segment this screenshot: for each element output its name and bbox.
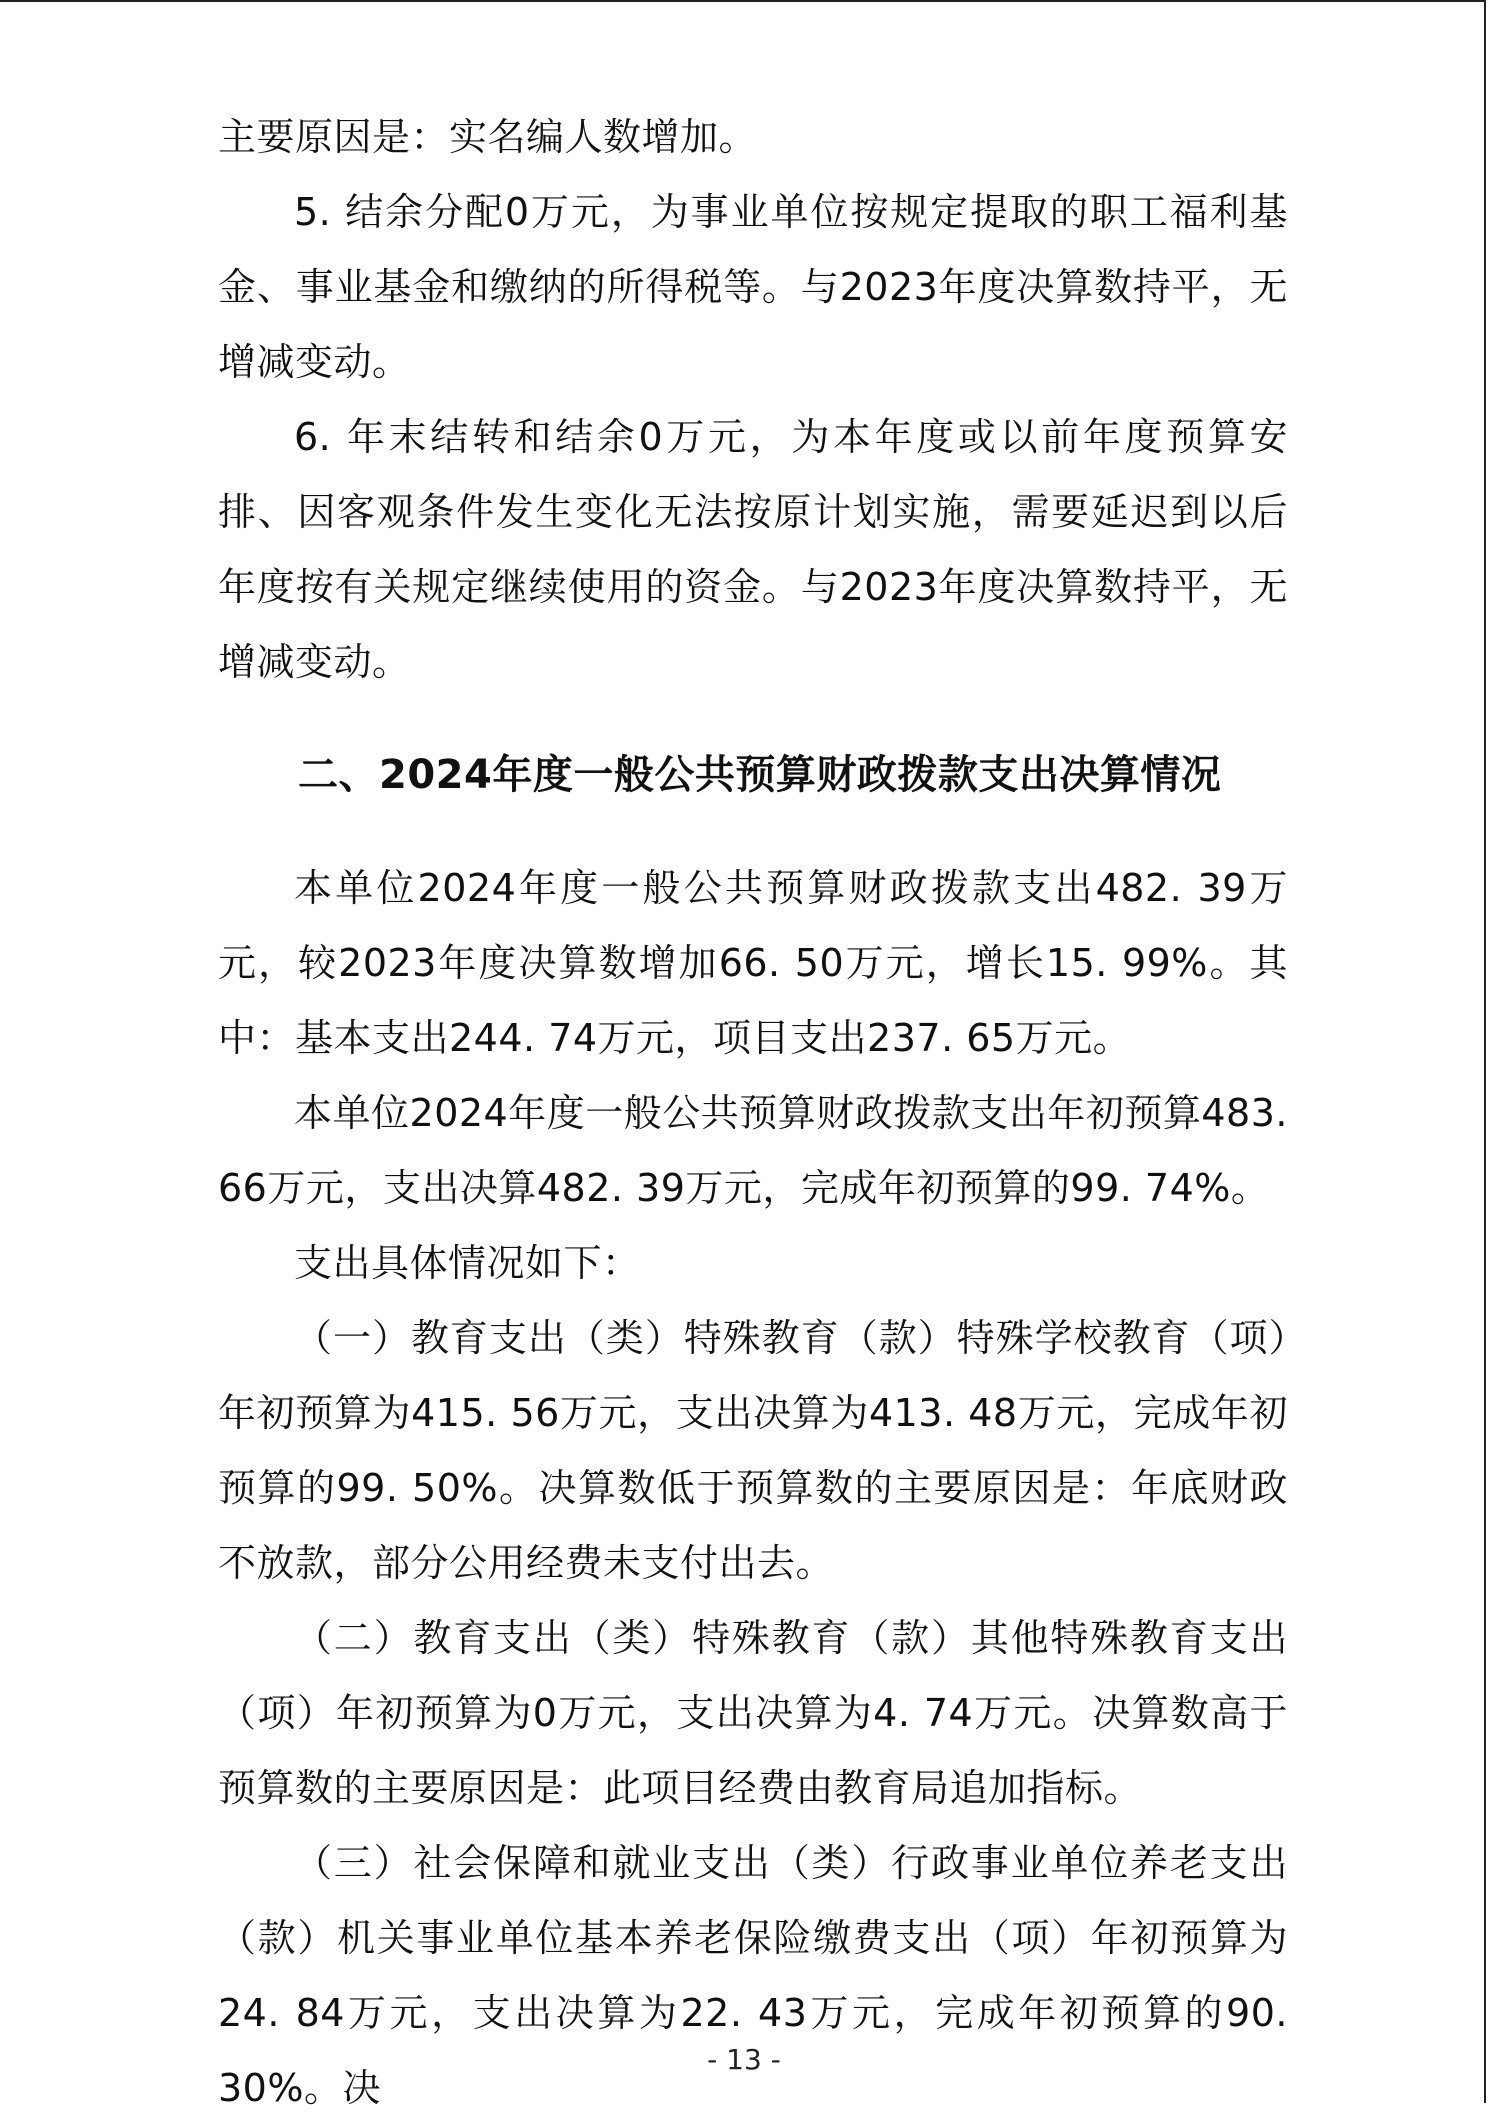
paragraph-surplus-distribution: 5. 结余分配0万元，为事业单位按规定提取的职工福利基金、事业基金和缴纳的所得税等。与2023年度决算数持平，无增减变动。 [218,190,1288,384]
paragraph-details-intro: 支出具体情况如下： [294,1241,641,1285]
paragraph-budget-completion: 本单位2024年度一般公共预算财政拨款支出年初预算483. 66万元，支出决算482. 39万元，完成年初预算的99. 74%。 [218,1091,1288,1210]
section-heading: 二、2024年度一般公共预算财政拨款支出决算情况 [298,752,1222,798]
paragraph-continuation: 主要原因是：实名编人数增加。 [218,115,758,159]
page-number: - 13 - [707,2043,781,2076]
document-body [218,100,1288,2126]
paragraph-expenditure-summary: 本单位2024年度一般公共预算财政拨款支出482. 39万元，较2023年度决算数增加66. 50万元，增长15. 99%。其中：基本支出244. 74万元，项目支出237. 65万元。 [218,866,1288,1060]
paragraph-item-2: （二）教育支出（类）特殊教育（款）其他特殊教育支出（项）年初预算为0万元，支出决算为4. 74万元。决算数高于预算数的主要原因是：此项目经费由教育局追加指标。 [218,1616,1288,1810]
paragraph-year-end-carryover: 6. 年末结转和结余0万元，为本年度或以前年度预算安排、因客观条件发生变化无法按原计划实施，需要延迟到以后年度按有关规定继续使用的资金。与2023年度决算数持平，无增减变动。 [218,415,1288,684]
paragraph-item-1: （一）教育支出（类）特殊教育（款）特殊学校教育（项）年初预算为415. 56万元，支出决算为413. 48万元，完成年初预算的99. 50%。决算数低于预算数的主要原因是：年底财政不放款，部分公用经费未支付出去。 [218,1316,1288,1585]
paragraph-item-3: （三）社会保障和就业支出（类）行政事业单位养老支出（款）机关事业单位基本养老保险缴费支出（项）年初预算为24. 84万元，支出决算为22. 43万元，完成年初预算的90. 30%。决 [218,1841,1288,2110]
